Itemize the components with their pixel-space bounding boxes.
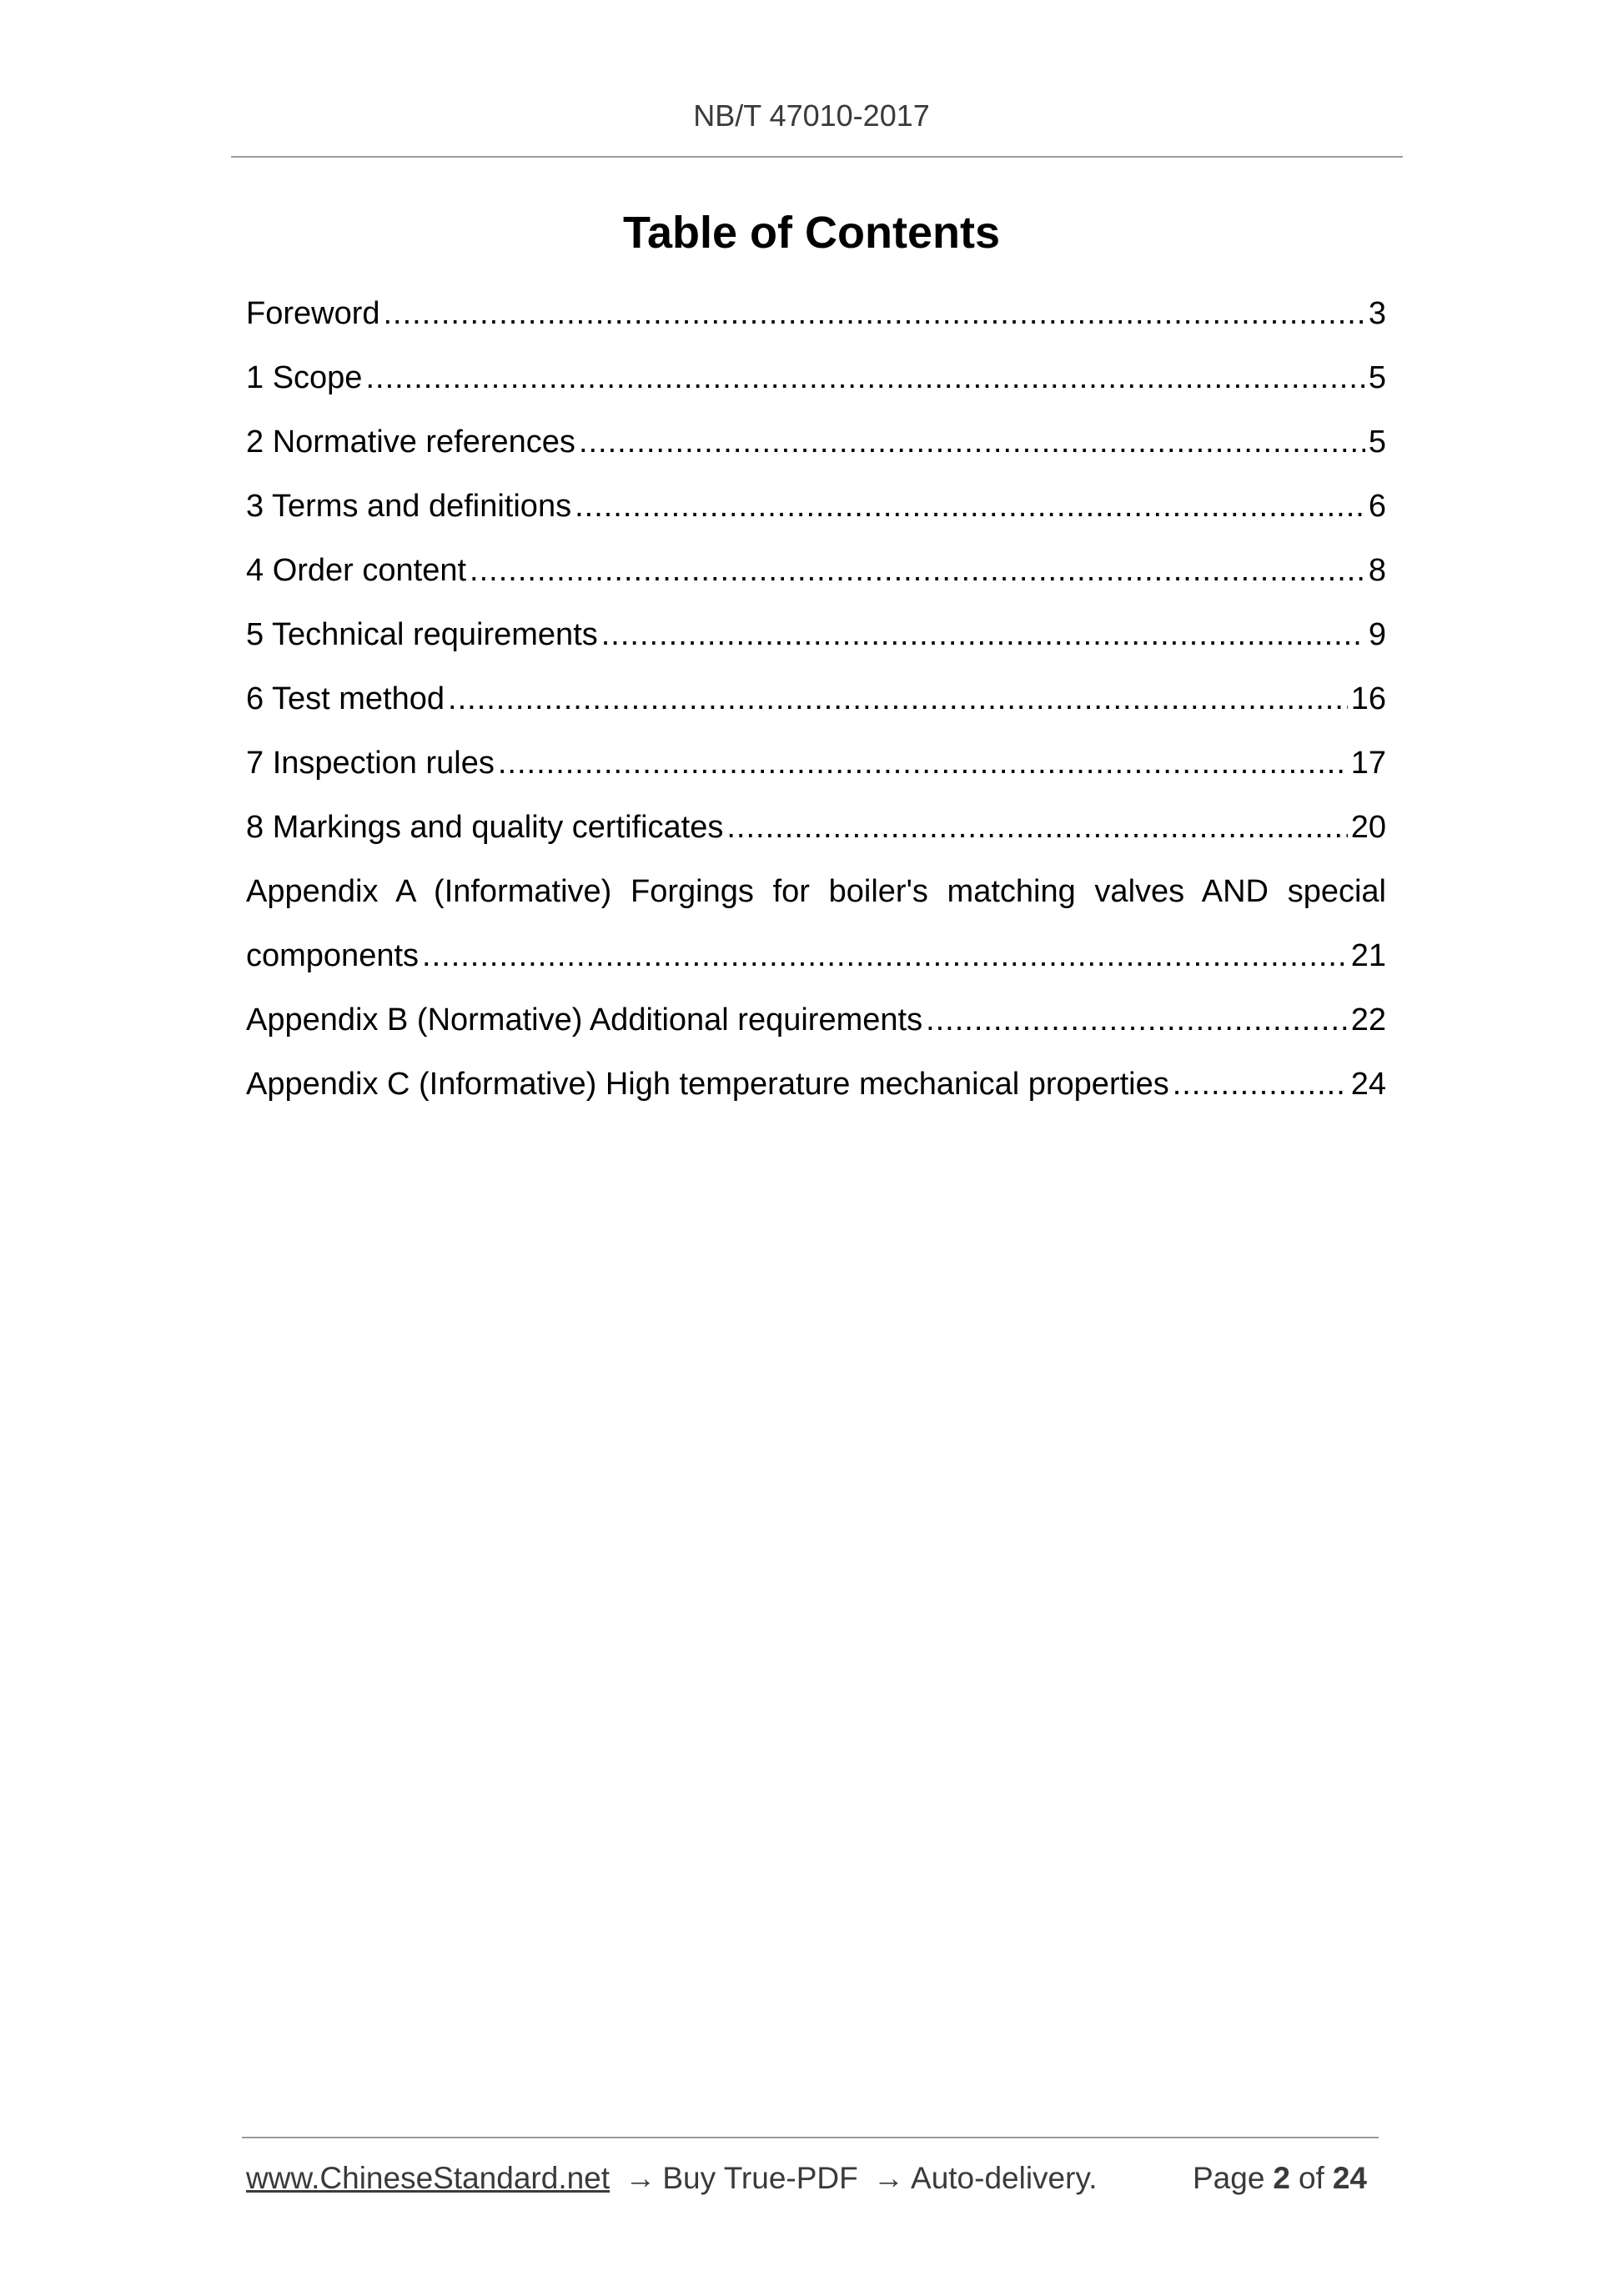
toc-entry-label: 7 Inspection rules <box>246 746 495 781</box>
toc-entry-page: 9 <box>1368 617 1386 652</box>
toc-entry-terms-definitions[interactable] <box>246 475 1386 539</box>
footer-promo <box>246 2161 1097 2196</box>
page-title: Table of Contents <box>623 208 1000 258</box>
toc-dot-leader <box>470 553 1365 589</box>
toc-entry-appendix-c[interactable] <box>246 1053 1386 1117</box>
page-indicator <box>1193 2161 1375 2196</box>
toc-entry-page: 5 <box>1368 425 1386 460</box>
toc-entry-label: components <box>246 938 420 973</box>
table-of-contents <box>246 282 1386 1117</box>
toc-entry-appendix-a-line1[interactable] <box>246 860 1386 924</box>
toc-entry-label: 2 Normative references <box>246 425 575 460</box>
total-pages-number: 24 <box>1332 2161 1367 2195</box>
toc-dot-leader <box>1173 1067 1348 1103</box>
toc-entry-page: 17 <box>1350 746 1386 781</box>
arrow-right-icon: → <box>873 2161 905 2195</box>
toc-entry-appendix-b[interactable] <box>246 988 1386 1053</box>
toc-entry-page: 22 <box>1350 1002 1386 1037</box>
toc-dot-leader <box>365 360 1364 396</box>
toc-entry-label: 1 Scope <box>246 360 363 395</box>
toc-entry-inspection-rules[interactable] <box>246 731 1386 796</box>
toc-dot-leader <box>601 617 1365 653</box>
toc-entry-label: Appendix C (Informative) High temperature mechanical properties <box>246 1067 1169 1102</box>
toc-entry-label: 3 Terms and definitions <box>246 489 572 524</box>
toc-dot-leader <box>498 746 1348 781</box>
toc-entry-page: 20 <box>1350 810 1386 845</box>
delivery-text: Auto-delivery. <box>911 2161 1098 2195</box>
toc-dot-leader <box>384 296 1365 332</box>
toc-entry-page: 3 <box>1368 296 1386 331</box>
buy-text: Buy True-PDF <box>662 2161 858 2195</box>
toc-entry-label: Appendix B (Normative) Additional requirements <box>246 1002 923 1037</box>
page-word: Page <box>1192 2161 1265 2195</box>
of-word: of <box>1298 2161 1324 2195</box>
toc-entry-page: 5 <box>1368 360 1386 395</box>
toc-entry-technical-requirements[interactable] <box>246 603 1386 667</box>
toc-entry-label: 4 Order content <box>246 553 467 588</box>
toc-entry-page: 24 <box>1350 1067 1386 1102</box>
toc-dot-leader <box>448 681 1348 717</box>
toc-dot-leader <box>422 938 1348 974</box>
toc-entry-order-content[interactable] <box>246 539 1386 603</box>
toc-entry-page: 16 <box>1350 681 1386 716</box>
toc-dot-leader <box>926 1002 1348 1038</box>
toc-entry-markings-certificates[interactable] <box>246 796 1386 860</box>
toc-dot-leader <box>726 810 1347 846</box>
toc-entry-page: 21 <box>1350 938 1386 973</box>
toc-entry-label: Foreword <box>246 296 380 331</box>
current-page-number: 2 <box>1273 2161 1290 2195</box>
toc-entry-page: 8 <box>1368 553 1386 588</box>
toc-dot-leader <box>579 425 1365 460</box>
toc-entry-label: 5 Technical requirements <box>246 617 598 652</box>
toc-entry-test-method[interactable] <box>246 667 1386 731</box>
page-footer <box>246 2161 1375 2196</box>
toc-entry-normative-references[interactable] <box>246 410 1386 475</box>
toc-entry-label: 6 Test method <box>246 681 445 716</box>
footer-divider <box>242 2137 1379 2138</box>
toc-entry-scope[interactable] <box>246 346 1386 410</box>
site-link[interactable]: www.ChineseStandard.net <box>246 2161 611 2195</box>
toc-entry-label: Appendix A (Informative) Forgings for boiler's matching valves AND special <box>246 874 1386 909</box>
toc-entry-foreword[interactable] <box>246 282 1386 346</box>
toc-entry-label: 8 Markings and quality certificates <box>246 810 724 845</box>
document-code-header: NB/T 47010-2017 <box>693 98 930 133</box>
toc-entry-page: 6 <box>1368 489 1386 524</box>
toc-entry-appendix-a-line2[interactable] <box>246 924 1386 988</box>
arrow-right-icon: → <box>625 2161 656 2195</box>
header-divider <box>231 156 1403 158</box>
toc-dot-leader <box>575 489 1365 525</box>
